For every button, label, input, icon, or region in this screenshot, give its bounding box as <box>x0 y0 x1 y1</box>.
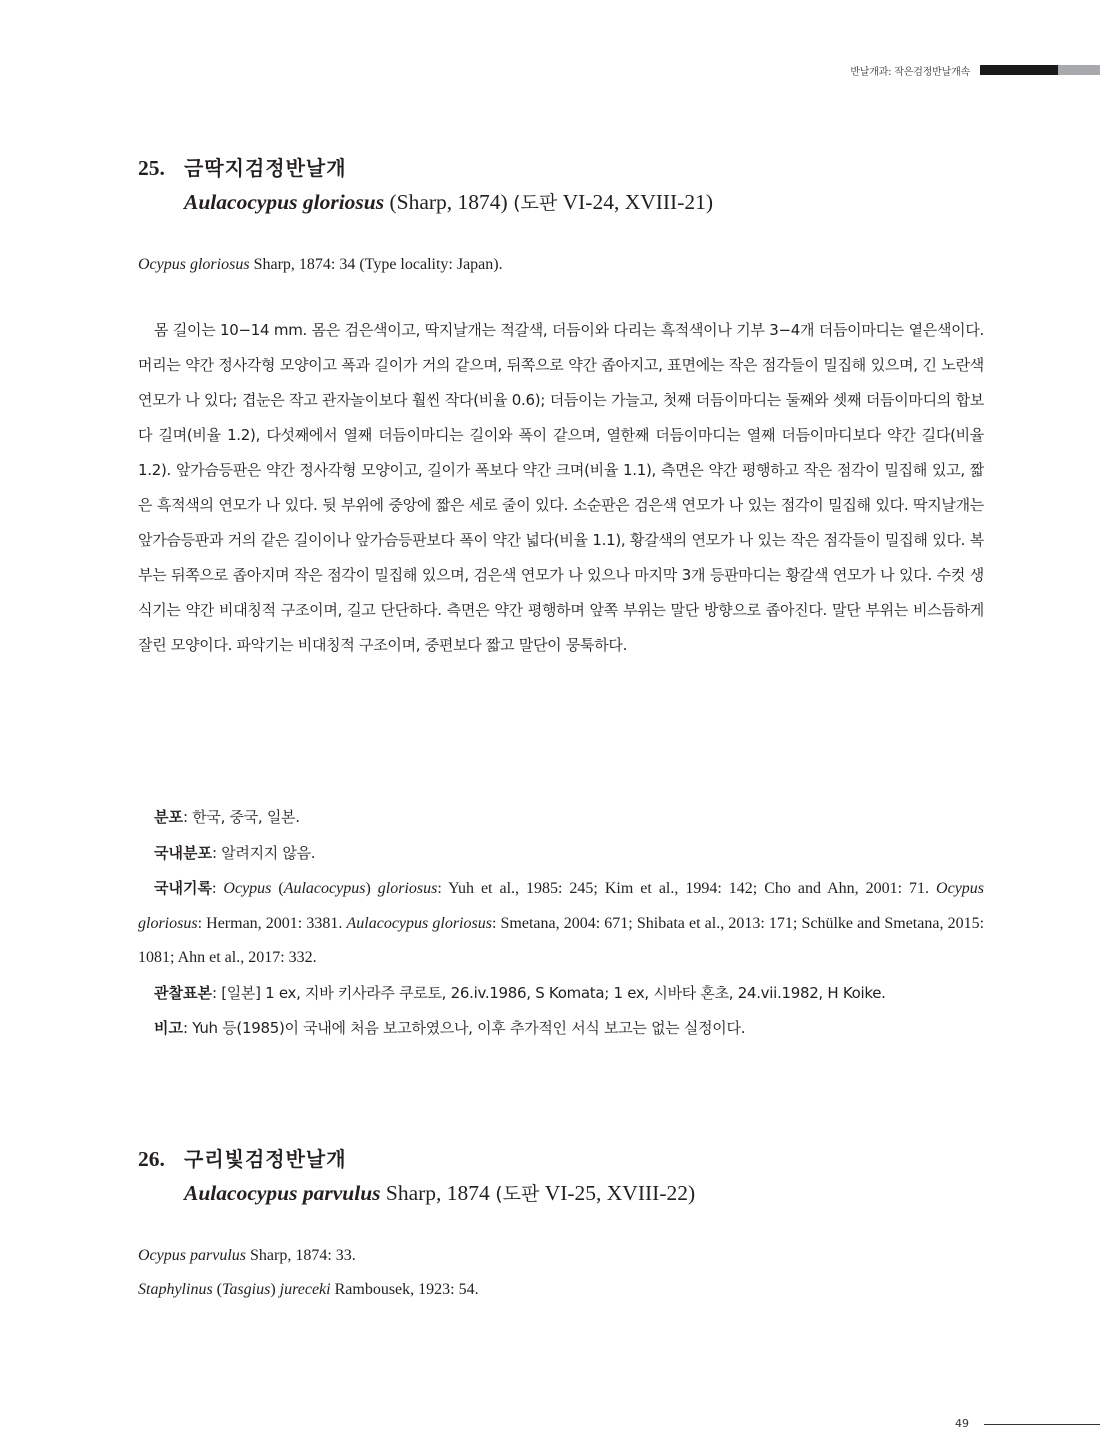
domestic-value: : 알려지지 않음. <box>211 843 316 862</box>
species-26-synonyms <box>138 1243 984 1303</box>
synonym-genus: Staphylinus <box>138 1281 213 1298</box>
domestic-row <box>138 836 984 872</box>
species-author: Sharp, 1874 <box>385 1181 490 1205</box>
record-citation-3: : Smetana, 2004: 671; Shibata et al., 2013: 171; Schülke and Smetana, 2015: 1081; Ahn et al., 2017: 332. <box>138 914 985 966</box>
species-26-section <box>138 1142 984 1211</box>
record-species: gloriosus <box>377 880 438 897</box>
domestic-label: 국내분포 <box>154 843 212 862</box>
synonym-row <box>138 1243 984 1269</box>
record-citation-1: : Yuh et al., 1985: 245; Kim et al., 1994: 142; Cho and Ahn, 2001: 71. <box>437 880 937 897</box>
synonym-name: Ocypus parvulus <box>138 1247 246 1264</box>
synonym-citation: Sharp, 1874: 33. <box>249 1247 356 1264</box>
species-korean-name: 구리빛검정반날개 <box>184 1147 347 1171</box>
species-25-section <box>138 151 984 220</box>
species-number: 26. <box>138 1147 165 1171</box>
plate-ref-prefix: (도판 <box>513 192 558 214</box>
specimens-value: : [일본] 1 ex, 지바 키사라주 쿠로토, 26.iv.1986, S Komata; 1 ex, 시바타 혼초, 24.vii.1982, H Koike. <box>211 983 886 1002</box>
plate-ref: VI-25, XVIII-22) <box>544 1181 696 1205</box>
plate-ref: VI-24, XVIII-21) <box>562 190 714 214</box>
header-bar-light <box>1058 65 1100 75</box>
description-text: 몸 길이는 10−14 mm. 몸은 검은색이고, 딱지날개는 적갈색, 더듬이와 다리는 흑적색이나 기부 3−4개 더듬이마디는 옅은색이다. 머리는 약간 정사각형 모양이고 폭과 길이가 거의 같으며, 뒤쪽으로 약간 좁아지고, 표면에는 작은 점각들이 밀집해 있으며, 긴 노란색 연모가 나 있다; 겹눈은 작고 관자놀이보다 훨씬 작다(비율 0.6); 더듬이는 가늘고, 첫째 더듬이마디는 둘째와 셋째 더듬이마디의 합보다 길며(비율 1.2), 다섯째에서 열째 더듬이마디는 길이와 폭이 같으며, 열한째 더듬이마디는 열째 더듬이마디보다 약간 길다(비율 1.2). 앞가슴등판은 약간 정사각형 모양이고, 길이가 폭보다 약간 크며(비율 1.1), 측면은 약간 평행하고 작은 점각이 밀집해 있고, 짧은 흑적색의 연모가 나 있다. 뒷 부위에 중앙에 짧은 세로 줄이 있다. 소순판은 검은색 연모가 나 있는 점각이 밀집해 있다. 딱지날개는 앞가슴등판과 거의 같은 길이이나 앞가슴등판보다 폭이 약간 넓다(비율 1.1), 황갈색의 연모가 나 있는 작은 점각들이 밀집해 있다. 복부는 뒤쪽으로 좁아지며 작은 점각이 밀집해 있으며, 검은색 연모가 나 있으나 마지막 3개 등판마디는 황갈색 연모가 나 있다. 수컷 생식기는 약간 비대칭적 구조이며, 길고 단단하다. 측면은 약간 평행하며 앞쪽 부위는 말단 방향으로 좁아진다. 말단 부위는 비스듬하게 잘린 모양이다. 파악기는 비대칭적 구조이며, 중편보다 짧고 말단이 뭉툭하다. <box>138 321 984 654</box>
remarks-value: : Yuh 등(1985)이 국내에 처음 보고하였으나, 이후 추가적인 서식 보고는 없는 실정이다. <box>182 1019 746 1037</box>
synonym-subgenus: Tasgius <box>222 1281 271 1298</box>
record-name-3: Aulacocypus gloriosus <box>346 914 492 932</box>
remarks-row <box>138 1011 984 1047</box>
specimens-label: 관찰표본 <box>154 983 212 1002</box>
synonym-citation: Sharp, 1874: 34 (Type locality: Japan). <box>253 256 503 273</box>
species-author: (Sharp, 1874) <box>389 190 508 214</box>
running-title: 반날개과: 작은검정반날개속 <box>850 66 970 78</box>
record-citation-2: : Herman, 2001: 3381. <box>197 914 347 932</box>
records-row: 국내기록: Ocypus (Aulacocypus) gloriosus: Yuh et al., 1985: 245; Kim et al., 1994: 142; Cho and Ahn, 2001: 71. Ocypus gloriosus: Herman, 2001: 3381. Aulacocypus gloriosus: Smetana, 2004: 671; Shibata et al., 2013: 171; Schülke and Smetana, 2015: 1081; Ahn et al., 2017: 332. <box>138 879 985 966</box>
species-25-synonym <box>138 252 984 278</box>
species-scientific-name: Aulacocypus parvulus <box>184 1181 381 1205</box>
plate-ref-prefix: (도판 <box>495 1183 540 1205</box>
distribution-label: 분포 <box>154 808 183 826</box>
record-name-2: Ocypus gloriosus <box>138 880 985 932</box>
record-genus: Ocypus <box>223 880 272 897</box>
distribution-row <box>138 800 984 836</box>
header-bar-dark <box>980 65 1058 75</box>
species-number: 25. <box>138 156 165 180</box>
distribution-value: : 한국, 중국, 일본. <box>182 808 300 826</box>
species-korean-name: 금딱지검정반날개 <box>184 156 347 180</box>
synonym-row: Staphylinus (Tasgius) jureceki Rambousek, 1923: 54. <box>138 1281 479 1298</box>
specimens-row <box>138 976 984 1012</box>
species-26-heading <box>138 1142 984 1211</box>
synonym-citation: Rambousek, 1923: 54. <box>334 1281 479 1298</box>
page-number: 49 <box>955 1417 969 1430</box>
record-subgenus: Aulacocypus <box>283 880 366 897</box>
running-header <box>850 62 1100 78</box>
species-25-info <box>138 800 984 1047</box>
records-label: 국내기록 <box>154 879 212 897</box>
footer-rule <box>984 1424 1100 1425</box>
species-scientific-name: Aulacocypus gloriosus <box>184 190 385 214</box>
synonym-species: jureceki <box>279 1281 331 1298</box>
species-25-description <box>138 313 984 663</box>
species-25-heading <box>138 151 984 220</box>
synonym-name: Ocypus gloriosus <box>138 256 250 273</box>
remarks-label: 비고 <box>154 1019 183 1037</box>
